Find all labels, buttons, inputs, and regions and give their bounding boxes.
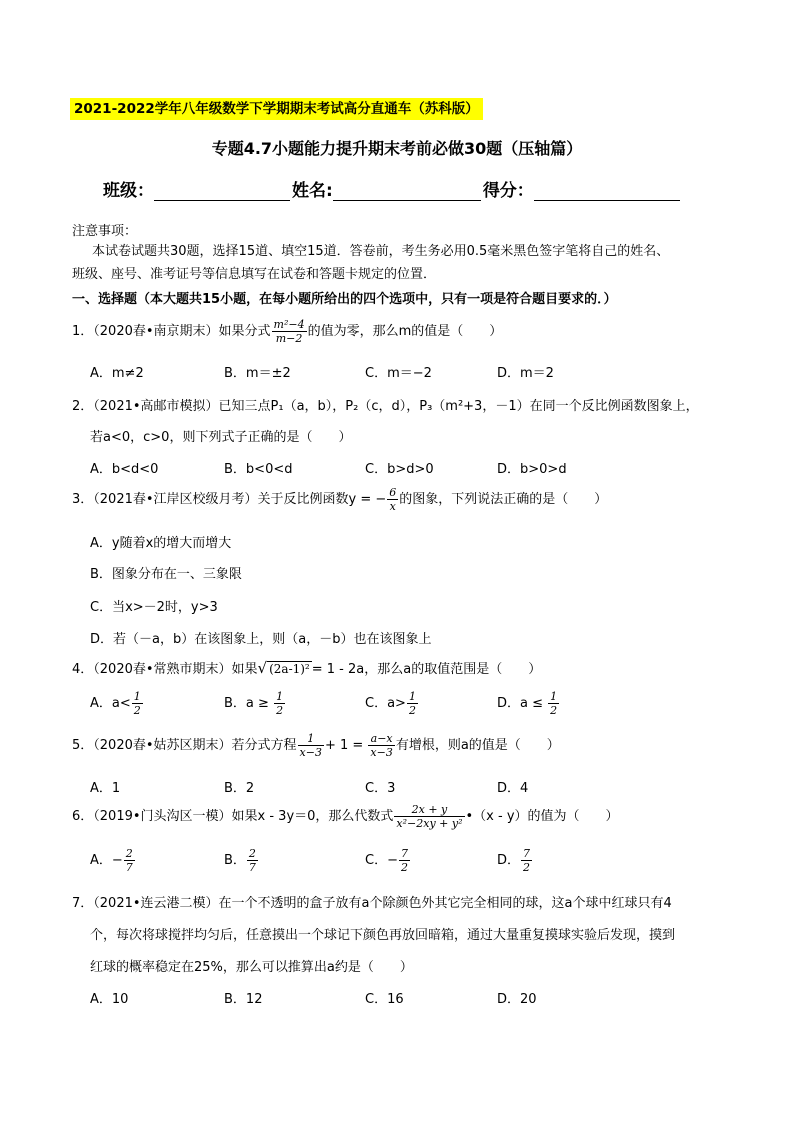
q6-option-d[interactable]: D． $\frac{7}{2}$ [497, 847, 531, 874]
question-5: 5．（2020春•姑苏区期末）若分式方程 $\frac{1}{x-3}$ + 1 = $\frac{a-x}{x-3}$ 有增根，则a的值是（ ） [72, 732, 560, 759]
notes-heading: 注意事项： [72, 224, 138, 239]
q4-option-c[interactable]: C．a> $\frac{1}{2}$ [365, 690, 416, 717]
q2-option-a[interactable]: A．b<d<0 [90, 462, 159, 477]
q4-stem-end: = 1 - 2a，那么a的取值范围是（ ） [311, 662, 542, 677]
score-label: 得分： [482, 181, 534, 201]
q7-option-d[interactable]: D．20 [497, 992, 537, 1007]
class-label: 班级： [103, 181, 154, 201]
q6-option-a[interactable]: A．− $\frac{2}{7}$ [90, 847, 133, 874]
score-blank[interactable] [534, 178, 680, 201]
q4-option-a[interactable]: A．a< $\frac{1}{2}$ [90, 690, 141, 717]
q1-option-d[interactable]: D．m＝2 [497, 366, 554, 381]
q1-option-c[interactable]: C．m＝−2 [365, 366, 432, 381]
q5-stem-end: 有增根，则a的值是（ ） [395, 738, 560, 753]
notes-line-2: 班级、座号、准考证号等信息填写在试卷和答题卡规定的位置． [72, 267, 437, 282]
notes-line-1: 本试卷试题共30题，选择15道、填空15道．答卷前，考生务必用0.5毫米黑色签字笔将自己的姓名、 [92, 244, 670, 259]
question-7-line-1: 7．（2021•连云港二模）在一个不透明的盒子放有a个除颜色外其它完全相同的球，这a个球中红球只有4 [72, 896, 672, 911]
q6-stem-end: •（x - y）的值为（ ） [465, 809, 619, 824]
q1-fraction: $\frac{\text{m²−4}}{m-2}$ [273, 318, 305, 345]
q1-option-a[interactable]: A．m≠2 [90, 366, 144, 381]
q6-option-b[interactable]: B． $\frac{2}{7}$ [224, 847, 256, 874]
q7-option-c[interactable]: C．16 [365, 992, 404, 1007]
q3-stem: 3．（2021春•江岸区校级月考）关于反比例函数y = − [72, 492, 387, 507]
q2-option-c[interactable]: C．b>d>0 [365, 462, 434, 477]
question-7-line-2: 个，每次将球搅拌均匀后，任意摸出一个球记下颜色再放回暗箱，通过大量重复摸球实验后发现，摸到 [90, 928, 676, 943]
q6-stem: 6．（2019•门头沟区一模）如果x - 3y＝0，那么代数式 [72, 809, 394, 824]
q3-stem-end: 的图象，下列说法正确的是（ ） [399, 492, 608, 507]
name-blank[interactable] [333, 178, 481, 201]
q1-option-b[interactable]: B．m＝±2 [224, 366, 291, 381]
name-label: 姓名: [292, 181, 333, 201]
q4-radicand: (2a-1)² [269, 662, 310, 676]
q3-fraction: $\frac{6}{x}$ [389, 486, 397, 513]
question-6: 6．（2019•门头沟区一模）如果x - 3y＝0，那么代数式 $\frac{2x + y}{\text{x²−2xy + y²}}$ •（x - y）的值为（ ） [72, 803, 619, 830]
q3-option-d[interactable]: D．若（－a，b）在该图象上，则（a，－b）也在该图象上 [90, 632, 432, 647]
question-2-line-2: 若a<0，c>0，则下列式子正确的是（ ） [90, 430, 352, 445]
q4-stem: 4．（2020春•常熟市期末）如果 [72, 662, 258, 677]
section-heading: 一、选择题（本大题共15小题，在每小题所给出的四个选项中，只有一项是符合题目要求的．） [72, 292, 617, 307]
q3-option-c[interactable]: C．当x>－2时，y>3 [90, 600, 218, 615]
q5-option-a[interactable]: A．1 [90, 781, 121, 796]
q7-option-b[interactable]: B．12 [224, 992, 263, 1007]
q4-option-d[interactable]: D．a ≤ $\frac{1}{2}$ [497, 690, 558, 717]
q3-option-a[interactable]: A．y随着x的增大而增大 [90, 536, 232, 551]
question-4 [72, 658, 541, 677]
page-title: 专题4.7小题能力提升期末考前必做30题（压轴篇） [211, 139, 583, 158]
question-3 [72, 486, 607, 513]
q7-option-a[interactable]: A．10 [90, 992, 129, 1007]
q5-option-d[interactable]: D．4 [497, 781, 529, 796]
q2-option-b[interactable]: B．b<0<d [224, 462, 293, 477]
q1-stem: 1．（2020春•南京期末）如果分式 [72, 324, 271, 339]
question-2-line-1: 2．（2021•高邮市模拟）已知三点P₁（a，b），P₂（c，d），P₃（m²+3，－1）在同一个反比例函数图象上， [72, 399, 699, 414]
q5-option-c[interactable]: C．3 [365, 781, 396, 796]
q5-stem: 5．（2020春•姑苏区期末）若分式方程 [72, 738, 297, 753]
student-info-row [103, 176, 682, 206]
q2-option-d[interactable]: D．b>0>d [497, 462, 567, 477]
q6-option-c[interactable]: C．− $\frac{7}{2}$ [365, 847, 408, 874]
q4-option-b[interactable]: B．a ≥ $\frac{1}{2}$ [224, 690, 284, 717]
class-blank[interactable] [154, 178, 290, 201]
q3-option-b[interactable]: B．图象分布在一、三象限 [90, 567, 242, 582]
sqrt-icon: √ [257, 659, 268, 677]
q5-option-b[interactable]: B．2 [224, 781, 255, 796]
series-banner: 2021-2022学年八年级数学下学期期末考试高分直通车（苏科版） [70, 98, 483, 120]
q1-stem-end: 的值为零，那么m的值是（ ） [307, 324, 503, 339]
question-7-line-3: 红球的概率稳定在25%，那么可以推算出a约是（ ） [90, 960, 413, 975]
question-1 [72, 318, 502, 345]
